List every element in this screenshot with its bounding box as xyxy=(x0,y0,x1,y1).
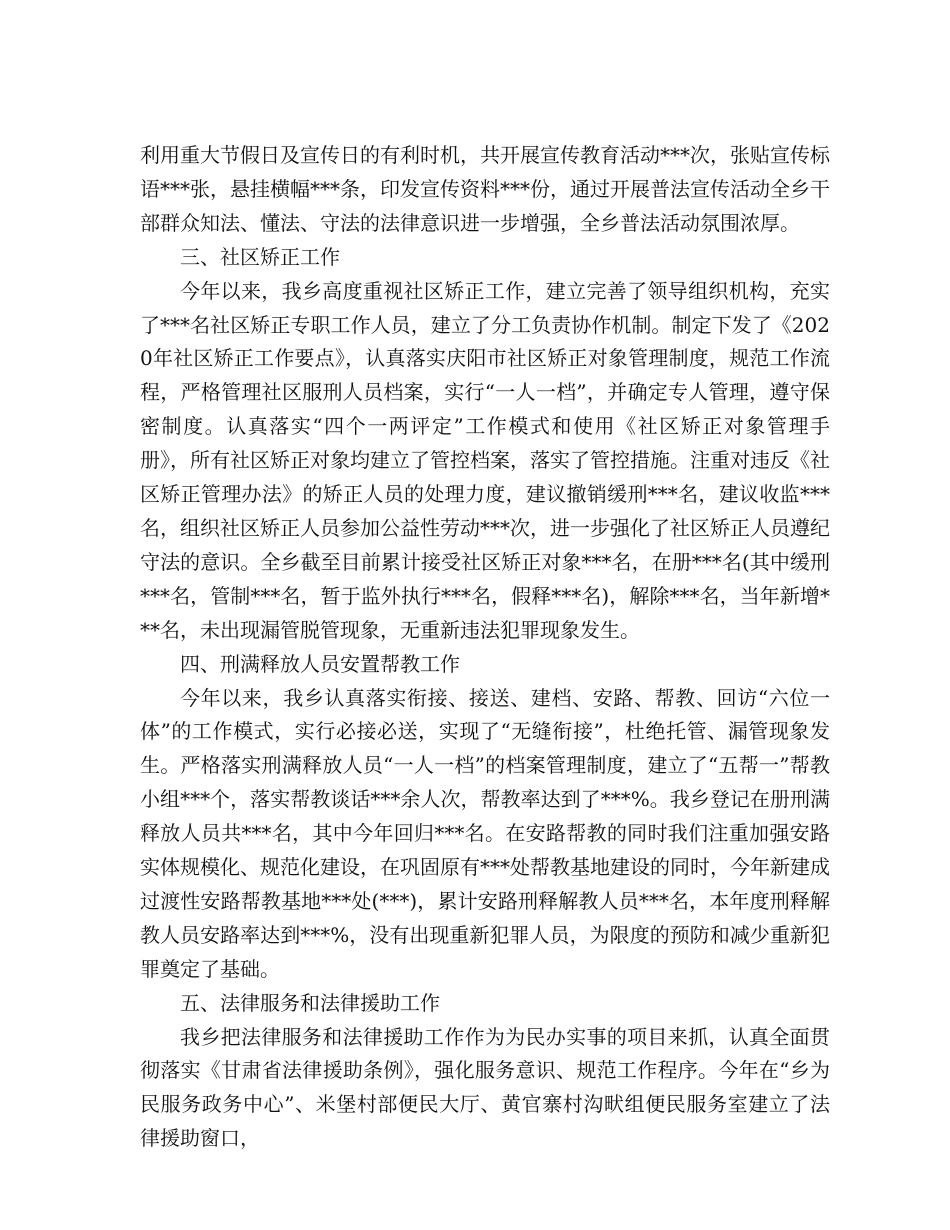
paragraph-publicity-continued: 利用重大节假日及宣传日的有利时机，共开展宣传教育活动***次，张贴宣传标语***张，悬挂横幅***条，印发宣传资料***份，通过开展普法宣传活动全乡干部群众知法、懂法、守法的法律意识进一步增强，全乡普法活动氛围浓厚。 xyxy=(140,143,830,235)
document-body xyxy=(140,139,830,1156)
heading-community-correction: 三、社区矫正工作 xyxy=(180,244,340,269)
paragraph-released-prisoner-resettlement: 今年以来，我乡认真落实衔接、接送、建档、安路、帮教、回访“六位一体”的工作模式，实行必接必送，实现了“无缝衔接”，杜绝托管、漏管现象发生。严格落实刑满释放人员“一人一档”的档案管理制度，建立了“五帮一”帮教小组***个，落实帮教谈话***余人次，帮教率达到了***%。我乡登记在册刑满释放人员共***名，其中今年回归***名。在安路帮教的同时我们注重加强安路实体规模化、规范化建设，在巩固原有***处帮教基地建设的同时，今年新建成过渡性安路帮教基地***处(***)，累计安路刑释解教人员***名，本年度刑释解教人员安路率达到***%，没有出现重新犯罪人员，为限度的预防和减少重新犯罪奠定了基础。 xyxy=(140,685,830,981)
heading-released-prisoner-resettlement: 四、刑满释放人员安置帮教工作 xyxy=(180,651,460,676)
heading-legal-services-aid: 五、法律服务和法律援助工作 xyxy=(180,990,440,1015)
paragraph-legal-services-aid: 我乡把法律服务和法律援助工作作为为民办实事的项目来抓，认真全面贯彻落实《甘肃省法律援助条例》，强化服务意识、规范工作程序。今年在“乡为民服务政务中心”、米堡村部便民大厅、黄官寨村沟畎组便民服务室建立了法律援助窗口， xyxy=(140,1024,830,1151)
paragraph-community-correction: 今年以来，我乡高度重视社区矫正工作，建立完善了领导组织机构，充实了***名社区矫正专职工作人员，建立了分工负责协作机制。制定下发了《2020年社区矫正工作要点》，认真落实庆阳市社区矫正对象管理制度，规范工作流程，严格管理社区服刑人员档案，实行“一人一档”，并确定专人管理，遵守保密制度。认真落实“四个一两评定”工作模式和使用《社区矫正对象管理手册》，所有社区矫正对象均建立了管控档案，落实了管控措施。注重对违反《社区矫正管理办法》的矫正人员的处理力度，建议撤销缓刑***名，建议收监***名，组织社区矫正人员参加公益性劳动***次，进一步强化了社区矫正人员遵纪守法的意识。全乡截至目前累计接受社区矫正对象***名，在册***名(其中缓刑***名，管制***名，暂于监外执行***名，假释***名)，解除***名，当年新增***名，未出现漏管脱管现象，无重新违法犯罪现象发生。 xyxy=(140,278,830,642)
